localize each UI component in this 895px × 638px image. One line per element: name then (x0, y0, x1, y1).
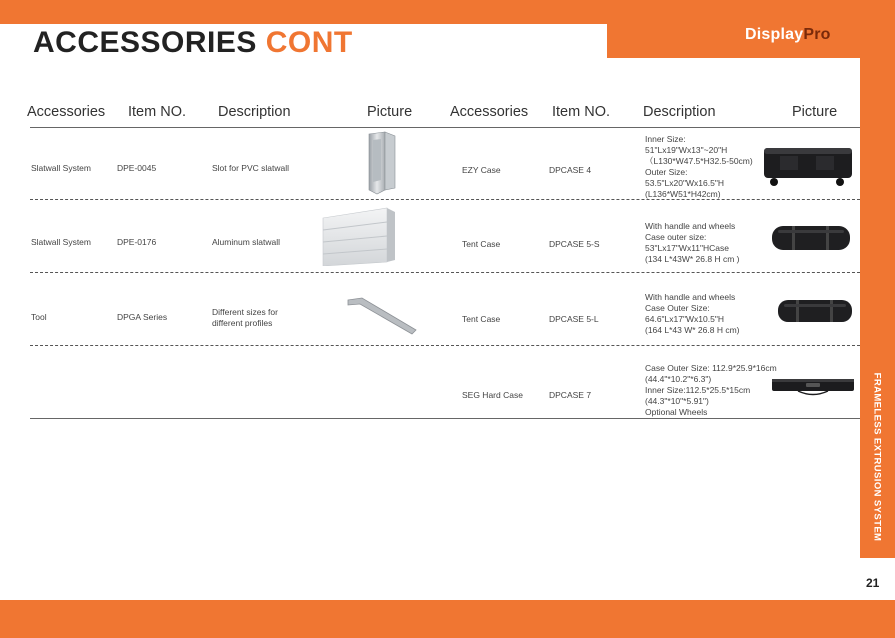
desc-line: 64.6"Lx17"Wx10.5"H (645, 314, 724, 324)
tent-case-large-picture (774, 294, 856, 328)
header-description-left: Description (218, 104, 291, 120)
row1-left-accessory: Slatwall System (31, 163, 91, 173)
row1-left-item: DPE-0045 (117, 163, 157, 173)
header-picture-right: Picture (792, 104, 838, 120)
desc-line: (44.3"*10"*5.91") (645, 396, 709, 406)
row3-right-accessory: Tent Case (462, 314, 501, 324)
desc-line: (164 L*43 W* 26.8 H cm) (645, 325, 740, 335)
row4-right-item: DPCASE 7 (549, 390, 592, 400)
aluminum-slatwall-picture (317, 204, 417, 266)
row1-right-item: DPCASE 4 (549, 165, 592, 175)
desc-line: （L130*W47.5*H32.5-50cm) (645, 156, 753, 166)
desc-line: Inner Size: (645, 134, 686, 144)
desc-line: 51"Lx19"Wx13"~20"H (645, 145, 728, 155)
desc-line: (L136*W51*H42cm) (645, 189, 721, 199)
row3-left-description (212, 307, 278, 329)
desc-line: (134 L*43W* 26.8 H cm ) (645, 254, 740, 264)
row1-right-accessory: EZY Case (462, 165, 501, 175)
title-cont: CONT (265, 26, 353, 59)
row1-right-description (645, 134, 753, 200)
desc-line: 53.5"Lx20"Wx16.5"H (645, 178, 724, 188)
row-divider-3 (30, 345, 860, 346)
seg-hard-case-picture (768, 374, 858, 400)
slatwall-profile-picture (355, 130, 407, 196)
row4-right-description (645, 363, 777, 418)
row2-right-description (645, 221, 739, 265)
ezy-case-picture (760, 142, 856, 190)
desc-line: different profiles (212, 318, 273, 328)
page-title (33, 26, 353, 60)
table-bottom-line (30, 418, 860, 419)
header-accessories-right: Accessories (450, 104, 529, 120)
desc-line: (44.4"*10.2"*6.3") (645, 374, 712, 384)
top-orange-bar (0, 0, 895, 24)
logo-text-display: Display (745, 26, 804, 43)
row4-right-accessory: SEG Hard Case (462, 390, 523, 400)
header-item-left: Item NO. (128, 104, 187, 120)
header-accessories-left: Accessories (27, 104, 106, 120)
desc-line: Inner Size:112.5*25.5*15cm (645, 385, 751, 395)
desc-line: With handle and wheels (645, 292, 736, 302)
row3-right-item: DPCASE 5-L (549, 314, 599, 324)
row2-right-accessory: Tent Case (462, 239, 501, 249)
desc-line: Case Outer Size: (645, 303, 710, 313)
displaypro-logo (745, 26, 831, 44)
bottom-orange-bar (0, 600, 895, 638)
desc-line: 53"Lx17"Wx11"HCase (645, 243, 730, 253)
desc-line: Different sizes for (212, 307, 278, 317)
row2-left-item: DPE-0176 (117, 237, 157, 247)
desc-line: Case Outer Size: 112.9*25.9*16cm (645, 363, 777, 373)
desc-line: Case outer size: (645, 232, 707, 242)
page-number: 21 (866, 576, 880, 590)
desc-line: Aluminum slatwall (212, 237, 281, 247)
header-divider (30, 127, 860, 128)
desc-line: With handle and wheels (645, 221, 736, 231)
row3-left-item: DPGA Series (117, 312, 168, 322)
desc-line: Slot for PVC slatwall (212, 163, 289, 173)
logo-text-pro: Pro (803, 26, 831, 43)
title-accessories: ACCESSORIES (33, 26, 257, 59)
header-picture-left: Picture (367, 104, 413, 120)
header-description-right: Description (643, 104, 716, 120)
side-section-label: FRAMELESS EXTRUSION SYSTEM (871, 372, 883, 542)
row1-left-description (212, 163, 289, 174)
desc-line: Outer Size: (645, 167, 688, 177)
row-divider-2 (30, 272, 860, 273)
desc-line: Optional Wheels (645, 407, 708, 417)
row2-left-description (212, 237, 280, 248)
tent-case-small-picture (768, 220, 854, 256)
row3-right-description (645, 292, 739, 336)
row2-right-item: DPCASE 5-S (549, 239, 600, 249)
row2-left-accessory: Slatwall System (31, 237, 91, 247)
row3-left-accessory: Tool (31, 312, 47, 322)
header-item-right: Item NO. (552, 104, 611, 120)
hex-key-picture (340, 290, 424, 338)
